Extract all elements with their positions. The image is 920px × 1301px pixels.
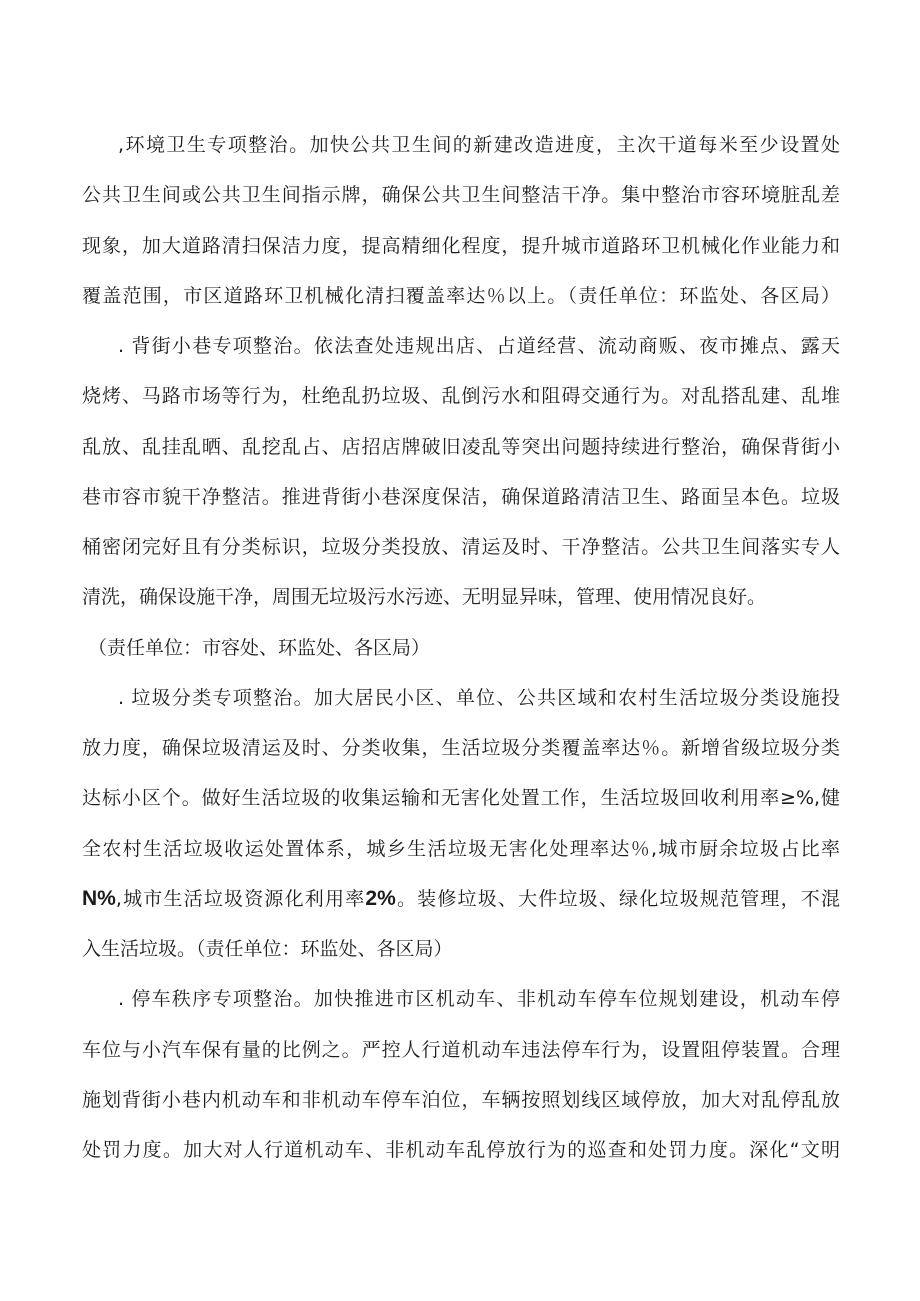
text-line: 现象，加大道路清扫保洁力度，提高精细化程度，提升城市道路环卫机械化作业能力和: [82, 234, 840, 257]
responsibility-note: （责任单位：市容处、环监处、各区局）: [88, 636, 431, 659]
text-line: 入生活垃圾。（责任单位：环监处、各区局）: [82, 938, 453, 960]
text-line: 覆盖范围，市区道路环卫机械化清扫覆盖率达％以上。（责任单位：环监处、各区局）: [82, 284, 840, 307]
document-body: [82, 120, 840, 1175]
paragraph-environmental-sanitation: [82, 120, 840, 321]
paragraph-back-streets: [82, 321, 840, 673]
text-line: . 背街小巷专项整治。依法查处违规出店、占道经营、流动商贩、夜市摊点、露天: [118, 335, 840, 357]
text-line: 清洗，确保设施干净，周围无垃圾污水污迹、无明显异味，管理、使用情况良好。: [82, 586, 767, 609]
text-line: 桶密闭完好且有分类标识，垃圾分类投放、清运及时、干净整洁。公共卫生间落实专人: [82, 536, 840, 558]
paragraph-waste-sorting: [82, 673, 840, 975]
text-line: ,环境卫生专项整治。加快公共卫生间的新建改造进度，主次干道每米至少设置处: [118, 134, 840, 156]
text-line: 处罚力度。加大对人行道机动车、非机动车乱停放行为的巡查和处罚力度。深化“文明: [82, 1139, 840, 1161]
text-line: 烧烤、马路市场等行为，杜绝乱扔垃圾、乱倒污水和阻碍交通行为。对乱搭乱建、乱堆: [82, 385, 840, 408]
text-line: . 停车秩序专项整治。加快推进市区机动车、非机动车停车位规划建设，机动车停: [118, 988, 840, 1011]
text-line: 公共卫生间或公共卫生间指示牌，确保公共卫生间整洁干净。集中整治市容环境脏乱差: [82, 184, 840, 207]
text-line: 施划背街小巷内机动车和非机动车停车泊位，车辆按照划线区域停放，加大对乱停乱放: [82, 1088, 840, 1111]
text-line: . 垃圾分类专项整治。加大居民小区、单位、公共区域和农村生活垃圾分类设施投: [118, 686, 840, 709]
bold-value: N%: [82, 886, 116, 910]
text-line: 达标小区个。做好生活垃圾的收集运输和无害化处置工作，生活垃圾回收利用率≥%,健: [82, 787, 840, 810]
text-line: 乱放、乱挂乱晒、乱挖乱占、店招店牌破旧凌乱等突出问题持续进行整治，确保背街小: [82, 435, 840, 458]
text-line: 全农村生活垃圾收运处置体系，城乡生活垃圾无害化处理率达％,城市厨余垃圾占比率: [82, 837, 840, 860]
text-line: 放力度，确保垃圾清运及时、分类收集，生活垃圾分类覆盖率达％。新增省级垃圾分类: [82, 737, 840, 759]
text-segment: 。装修垃圾、大件垃圾、绿化垃圾规范管理，不混: [395, 887, 840, 910]
paragraph-parking-order: [82, 974, 840, 1175]
text-line: 巷市容市貌干净整洁。推进背街小巷深度保洁，确保道路清洁卫生、路面呈本色。垃圾: [82, 485, 840, 508]
bold-value: 2%: [365, 886, 396, 910]
text-line: 车位与小汽车保有量的比例之。严控人行道机动车违法停车行为，设置阻停装置。合理: [82, 1038, 840, 1061]
text-line: [82, 874, 840, 924]
text-segment: ,城市生活垃圾资源化利用率: [115, 887, 366, 910]
